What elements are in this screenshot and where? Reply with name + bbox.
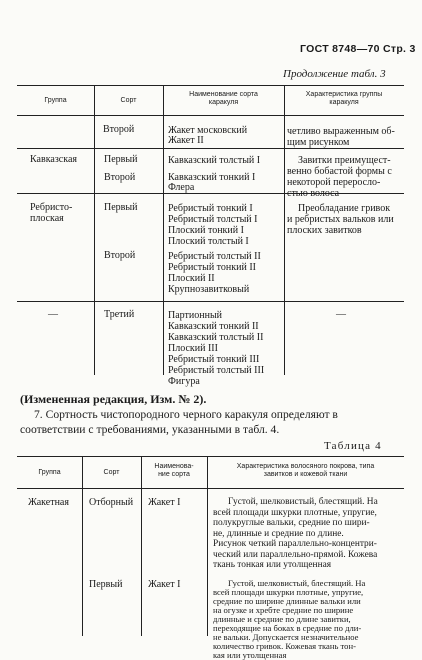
table3-row4-name: Плоский толстый I bbox=[168, 236, 249, 247]
table3-row-rule bbox=[17, 193, 404, 194]
table3-header-desc: Характеристика группы каракуля bbox=[305, 91, 383, 106]
table3-header-rule bbox=[17, 115, 404, 116]
table3-row1-name: Жакет II bbox=[168, 135, 204, 146]
table3-row4-name: Ребристый толстый I bbox=[168, 214, 258, 225]
table3-row5-name: Ребристый толстый II bbox=[168, 251, 261, 262]
table4-header-group: Группа bbox=[38, 469, 61, 476]
table3-row1-desc: щим рисунком bbox=[287, 137, 350, 148]
table4-row1-desc: ческий или параллельно-прямой. Кожева bbox=[213, 549, 378, 560]
table3-row6-desc: — bbox=[336, 309, 346, 320]
table4-row2-desc: средние по ширине длинные вальки или bbox=[213, 596, 361, 606]
table3-row6-grade: Третий bbox=[104, 309, 135, 320]
page-header: ГОСТ 8748—70 Стр. 3 bbox=[300, 43, 416, 55]
table3-row4-desc: Преобладание гривок bbox=[298, 203, 391, 214]
table3-row5-name: Плоский II bbox=[168, 273, 215, 284]
table4-row1-desc: Густой, шелковистый, блестящий. На bbox=[228, 497, 378, 507]
table4-row2-grade: Первый bbox=[89, 579, 123, 590]
table3-row1-name: Жакет московский bbox=[168, 125, 248, 136]
table3-row2-desc: некоторой переросло- bbox=[287, 177, 381, 188]
table4-col-rule bbox=[207, 456, 208, 636]
table3-col-rule bbox=[163, 85, 164, 375]
table4-row1-grade: Отборный bbox=[89, 497, 134, 508]
table4-row2-desc: длинные и средние по длине завитки, bbox=[213, 614, 351, 624]
table3-row6-name: Кавказский толстый II bbox=[168, 332, 264, 343]
table3-col-rule bbox=[94, 85, 95, 375]
table3-row1-grade: Второй bbox=[103, 124, 135, 135]
table3-row6-name: Кавказский тонкий II bbox=[168, 321, 259, 332]
table3-row5-name: Ребристый тонкий II bbox=[168, 262, 256, 273]
table4-row2-name: Жакет I bbox=[148, 579, 181, 590]
table3-row6-name: Партионный bbox=[168, 310, 223, 321]
table3-row2-desc: венно бобастой формы с bbox=[287, 166, 392, 177]
table4-header-rule bbox=[17, 488, 404, 489]
table4-row2-desc: на огузке и хребте средние по ширине bbox=[213, 605, 354, 615]
table4-row2-desc: переходящие на боках в средние по дли- bbox=[213, 623, 362, 633]
table4-row1-desc: ткань тонкая или утолщенная bbox=[213, 560, 332, 570]
table3-top-rule bbox=[17, 85, 404, 86]
table3-header-group: Группа bbox=[44, 97, 67, 104]
table3-row2-name: Кавказский толстый I bbox=[168, 155, 261, 166]
table3-row4-group: Ребристо- плоская bbox=[30, 202, 73, 224]
table4-row2-desc: Густой, шелковистый, блестящий. На bbox=[228, 578, 366, 588]
table3-row2-grade: Первый bbox=[104, 154, 138, 165]
table3-row4-name: Плоский тонкий I bbox=[168, 225, 244, 236]
table4-caption: Таблица 4 bbox=[324, 440, 382, 452]
table3-row5-name: Крупнозавитковый bbox=[168, 284, 250, 295]
table4-row1-desc: всей площади шкурки плотные, упругие, bbox=[213, 507, 377, 518]
table3-row2-desc: Завитки преимущест- bbox=[298, 155, 391, 166]
table4-row1-desc: полукруглые вальки, средние по шири- bbox=[213, 518, 370, 528]
table4-row2-desc: количество гривок. Кожевая ткань тон- bbox=[213, 641, 356, 651]
table4-col-rule bbox=[82, 456, 83, 636]
table3-row3-name: Флера bbox=[168, 182, 195, 193]
table4-row2-desc: всей площади шкурки плотные, упругие, bbox=[213, 587, 364, 597]
table4-header-grade: Сорт bbox=[103, 469, 120, 476]
table4-header-name: Наименова- ние сорта bbox=[154, 463, 194, 478]
table4-row1-desc: Рисунок четкий параллельно-концентри- bbox=[213, 539, 377, 549]
amendment-note: (Измененная редакция, Изм. № 2). bbox=[20, 392, 207, 406]
table4-row1-name: Жакет I bbox=[148, 497, 181, 508]
table4-row1-desc: не, длинные и средние по длине. bbox=[213, 528, 344, 539]
table3-row2-group: Кавказская bbox=[30, 154, 77, 165]
table3-row5-grade: Второй bbox=[104, 250, 136, 261]
table3-row6-name: Ребристый тонкий III bbox=[168, 354, 260, 365]
table3-row6-name: Ребристый толстый III bbox=[168, 365, 265, 376]
table3-row4-desc: и ребристых вальков или bbox=[287, 214, 394, 225]
table3-row4-grade: Первый bbox=[104, 202, 138, 213]
table3-row6-group: — bbox=[48, 309, 58, 320]
table4-row1-group: Жакетная bbox=[28, 497, 69, 508]
paragraph-7-line1: 7. Сортность чистопородного черного каракуля определяют в bbox=[34, 408, 338, 421]
table3-row2-desc: стью волоса bbox=[287, 188, 340, 199]
table3-caption: Продолжение табл. 3 bbox=[283, 68, 386, 80]
table3-row1-desc: четливо выраженным об- bbox=[287, 126, 395, 137]
table3-row4-name: Ребристый тонкий I bbox=[168, 203, 253, 214]
table3-row6-name: Плоский III bbox=[168, 343, 218, 354]
table3-row3-grade: Второй bbox=[104, 172, 136, 183]
table4-header-desc: Характеристика волосяного покрова, типа завитков и кожевой ткани bbox=[236, 463, 375, 478]
table4-row2-desc: кая или утолщенная bbox=[213, 650, 287, 660]
table4-row2-desc: не вальки. Допускается незначительное bbox=[213, 632, 359, 642]
table3-row6-name: Фигура bbox=[168, 376, 200, 387]
table3-header-grade: Сорт bbox=[120, 97, 137, 104]
table4-col-rule bbox=[141, 456, 142, 636]
table3-row-rule bbox=[17, 301, 404, 302]
table3-col-rule bbox=[284, 85, 285, 375]
paragraph-7-line2: соответствии с требованиями, указанными в табл. 4. bbox=[20, 423, 280, 436]
table3-row3-name: Кавказский тонкий I bbox=[168, 172, 256, 183]
table3-row4-desc: плоских завитков bbox=[287, 225, 362, 236]
table4-top-rule bbox=[17, 456, 404, 457]
table3-header-name: Наименование сорта каракуля bbox=[189, 91, 258, 106]
